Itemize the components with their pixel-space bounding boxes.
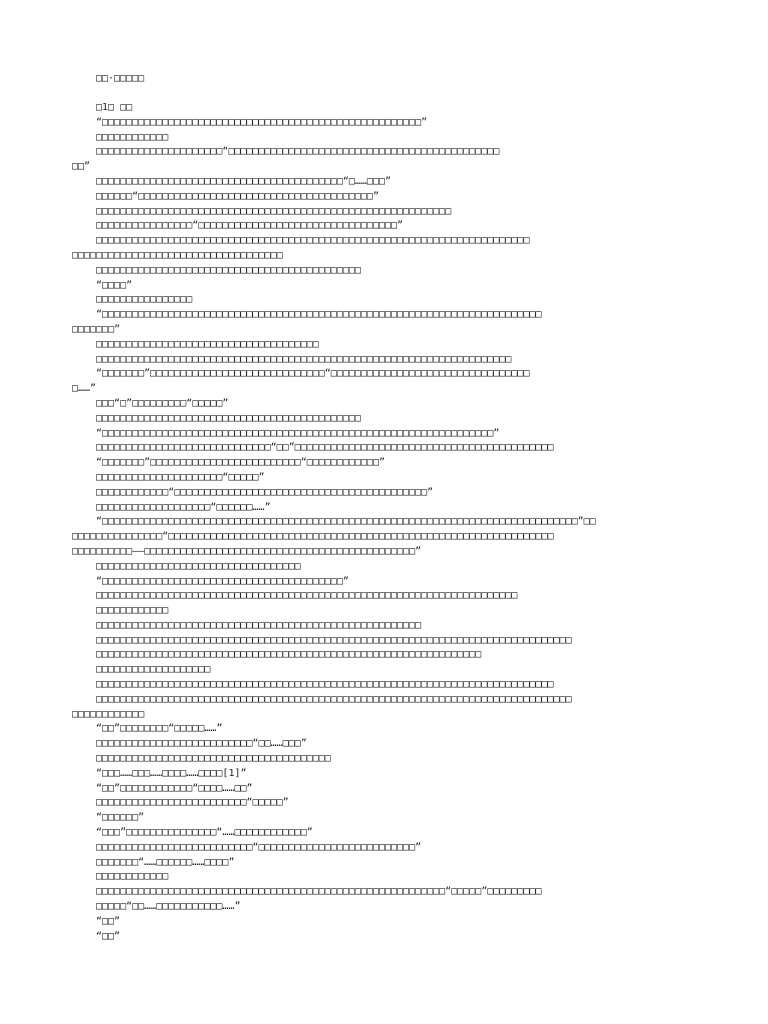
text-line: □□□□□□□□□□□□□□□□□□□□□□□□□□□□□□□□□□□□□□□□□“□……□□□” — [96, 175, 392, 187]
text-line: □□□□□□□□□□□□□□□□□□□□□□□□□□□□□□□□□□□□□□□□□□□□□□□□□□□□□□□□□□□□□□□□□□□□□□□□□□□□ — [96, 679, 554, 691]
text-line: □□□□□□□□□□□□ — [96, 131, 169, 143]
text-line: “□□□□□□□□□□□□□□□□□□□□□□□□□□□□□□□□□□□□□□□□□□□□□□□□□□□□□□□□□□□□□□□□□□□□□□□□□ — [96, 309, 542, 321]
text-line: “□□”□□□□□□□□“□□□□□……” — [96, 723, 223, 735]
text-line: □□□□□□“□□□□□□□□□□□□□□□□□□□□□□□□□□□□□□□□□□□□□□□” — [96, 190, 379, 202]
text-line: “□□□□□□□□□□□□□□□□□□□□□□□□□□□□□□□□□□□□□□□□□□□□□□□□□□□□□□□□□□□□□□□□□□□□□□□□□□□□□□□”□□ — [96, 516, 596, 528]
text-line: □□□□□□□“……□□□□□□……□□□□” — [96, 856, 235, 868]
text-line: □□□□□□□□□□□□ — [96, 605, 169, 617]
text-line: □□□□□“□□……□□□□□□□□□□□……” — [96, 901, 241, 913]
text-line: □□□□□□□□□□□□□□□□“□□□□□□□□□□□□□□□□□□□□□□□□□□□□□□□□□” — [96, 220, 404, 232]
text-line: □□□□□□□□□□□□□□□□□□□□□□□□□□□□□□□□□□□□□□□□□□□□□□□□□□□□□□□□□□“□□□□□”□□□□□□□□□ — [96, 886, 542, 898]
text-line: “□□”□□□□□□□□□□□□“□□□□……□□” — [96, 782, 253, 794]
text-line: □□” — [72, 161, 91, 173]
text-line: □□□□□□□□□□□□□□□□□□□ — [96, 664, 211, 676]
text-line: □□□□□□□□□□□□□□□□□□□□□□□□□□□□□□□□□□□□□□□□□□□□□□□□□□□□□□□□□□□□□□□□□□□□□ — [96, 353, 512, 365]
text-line: □□□□□□□□□□□□□□□□□□□□□□□□□□□□□□□□□□□□□□□□□□□□ — [96, 412, 361, 424]
document-title: □□·□□□□□ — [96, 73, 145, 84]
text-line: “□□□□□□□□□□□□□□□□□□□□□□□□□□□□□□□□□□□□□□□□□□□□□□□□□□□□□” — [96, 116, 428, 128]
text-line: “□□□……□□□……□□□□……□□□□[1]” — [96, 767, 247, 779]
text-line: “□□□□□□□”□□□□□□□□□□□□□□□□□□□□□□□□□□□□□“□□□□□□□□□□□□□□□□□□□□□□□□□□□□□□□□□ — [96, 368, 530, 380]
text-line: □□□□□□□□□□□□□□□□□□□“□□□□□□……” — [96, 501, 271, 513]
text-line: □□□□□□□□□□□□□□□□□□□□□□□□□□□□□□□□□□□□□□□□□□□□□□□□□□□□□□□□□□□□□□□□□□□□□□□□ — [96, 235, 530, 247]
text-line: “□□” — [96, 915, 121, 927]
text-line: □□□□□□□□□□□□□□□□□□□□□“□□□□□” — [96, 471, 265, 483]
text-line: □□□□□□□□□□□□□□□□□□□□□□□□□□□□□□□□□□□□□□□□□□□□□□□□□□□□□□□□□□□□□□□□ — [96, 649, 482, 661]
text-line: □□□□□□□□□□□□□□□□□□□□□□□□□□“□□……□□□” — [96, 738, 307, 750]
text-line: □□□□□□□□□□□□□□□□□□□□□□□□□□□□□□□□□□□□□□□□□□□□□□□□□□□□□□□□□□□□□□□□□□□□□□□□□□□□□□□ — [96, 634, 572, 646]
text-line: □……” — [72, 383, 97, 395]
text-line: “□□□□□□□□□□□□□□□□□□□□□□□□□□□□□□□□□□□□□□□□” — [96, 575, 349, 587]
text-line: □□□□□□□” — [72, 323, 121, 335]
text-line: “□□□□□□□”□□□□□□□□□□□□□□□□□□□□□□□□□“□□□□□□□□□□□□” — [96, 457, 385, 469]
text-line: □□□□□□□□□□□□□□□□□□□□□□□□□□□□□“□□”□□□□□□□□□□□□□□□□□□□□□□□□□□□□□□□□□□□□□□□□□□□ — [96, 442, 554, 454]
text-line: □□□□□□□□□□□□□□□□□□□□□□□□□□□□□□□□□□□□□□□□□□□□ — [96, 264, 361, 276]
text-line: “□□” — [96, 930, 121, 942]
text-line: □□□□□□□□□□□□□□□□□□□□□□□□□□□□□□□□□□ — [96, 560, 301, 572]
text-line: “□□□□□□” — [96, 812, 145, 824]
text-line: □□□□□□□□□□□□□□□□□□□□□□□□□□□□□□□□□□□□□□□□□□□□□□□□□□□□□□□□□□□□□□□□□□□□□□ — [96, 590, 518, 602]
text-line: □□□□□□□□□□□□□□□□□□□□□□□□□“□□□□□” — [96, 797, 289, 809]
document-body — [72, 101, 712, 944]
text-line: □1□ □□ — [96, 102, 133, 113]
text-line: □□□□□□□□□□□□□□□□□□□□□□□□□□□□□□□□□□□□□□□□□□□□□□□□□□□□□□ — [96, 619, 422, 631]
text-line: “□□□□□□□□□□□□□□□□□□□□□□□□□□□□□□□□□□□□□□□□□□□□□□□□□□□□□□□□□□□□□□□□□” — [96, 427, 500, 439]
text-line: □□□□□□□□□□□□□□□□ — [96, 294, 193, 306]
text-line: □□□□□□□□□□□□□□□□□□□□□□□□□□□□□□□□□□□□□□□□□□□□□□□□□□□□□□□□□□□ — [96, 205, 452, 217]
text-line: □□□□□□□□□□□□ — [72, 708, 145, 720]
text-line: □□□□□□□□□□——□□□□□□□□□□□□□□□□□□□□□□□□□□□□□□□□□□□□□□□□□□□□□” — [72, 545, 422, 557]
text-line: □□□□□□□□□□□□□□□□□□□□□□□□□□□□□□□□□□□□□ — [96, 338, 319, 350]
text-line: “□□□□” — [96, 279, 133, 291]
text-line: □□□□□□□□□□□□□□□□□□□□□□□□□□“□□□□□□□□□□□□□□□□□□□□□□□□□□” — [96, 841, 422, 853]
text-line: □□□□□□□□□□□□□□□“□□□□□□□□□□□□□□□□□□□□□□□□□□□□□□□□□□□□□□□□□□□□□□□□□□□□□□□□□□□□□□□□ — [72, 531, 554, 543]
text-line: □□□□□□□□□□□□ — [96, 871, 169, 883]
text-line: □□□□□□□□□□□□“□□□□□□□□□□□□□□□□□□□□□□□□□□□□□□□□□□□□□□□□□□” — [96, 486, 434, 498]
text-line: □□□□□□□□□□□□□□□□□□□□□“□□□□□□□□□□□□□□□□□□□□□□□□□□□□□□□□□□□□□□□□□□□□□ — [96, 146, 500, 158]
text-line: □□□□□□□□□□□□□□□□□□□□□□□□□□□□□□□□□□□□□□□ — [96, 753, 331, 765]
text-line: □□□□□□□□□□□□□□□□□□□□□□□□□□□□□□□□□□□ — [72, 249, 283, 261]
text-line: “□□□”□□□□□□□□□□□□□□□“……□□□□□□□□□□□□” — [96, 827, 313, 839]
text-line: □□□“□”□□□□□□□□□“□□□□□” — [96, 397, 229, 409]
text-line: □□□□□□□□□□□□□□□□□□□□□□□□□□□□□□□□□□□□□□□□□□□□□□□□□□□□□□□□□□□□□□□□□□□□□□□□□□□□□□□ — [96, 693, 572, 705]
